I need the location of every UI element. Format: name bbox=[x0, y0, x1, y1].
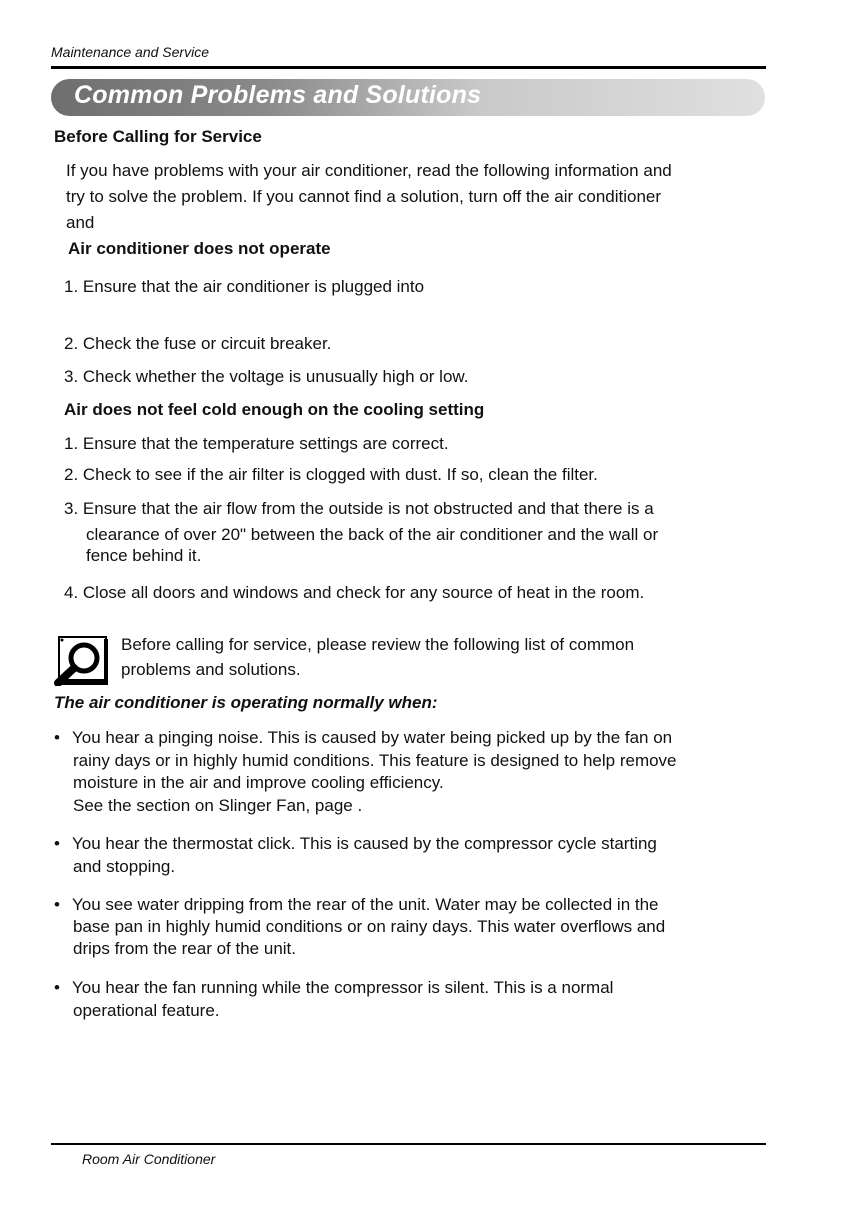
list-item: 1. Ensure that the air conditioner is plugged into bbox=[64, 277, 425, 296]
bullet-line: You hear a pinging noise. This is caused by water being picked up by the fan on bbox=[72, 728, 673, 747]
bullet-line: moisture in the air and improve cooling efficiency. bbox=[73, 773, 444, 792]
bullet-icon: • bbox=[54, 895, 60, 914]
list-item: 1. Ensure that the temperature settings are correct. bbox=[64, 434, 449, 453]
bullet-line: and stopping. bbox=[73, 857, 176, 876]
magnifier-icon bbox=[53, 636, 108, 686]
header-divider bbox=[51, 66, 766, 69]
list-item: 2. Check the fuse or circuit breaker. bbox=[64, 334, 332, 353]
intro-line: If you have problems with your air conditioner, read the following information and bbox=[66, 161, 672, 180]
bullet-line: base pan in highly humid conditions or on rainy days. This water overflows and bbox=[73, 917, 666, 936]
bullet-line: You see water dripping from the rear of the unit. Water may be collected in the bbox=[72, 895, 659, 914]
intro-line: try to solve the problem. If you cannot find a solution, turn off the air conditioner bbox=[66, 187, 662, 206]
list-item: 4. Close all doors and windows and check for any source of heat in the room. bbox=[64, 583, 645, 602]
bullet-line: rainy days or in highly humid conditions. This feature is designed to help remove bbox=[73, 751, 677, 770]
footer-label: Room Air Conditioner bbox=[82, 1151, 216, 1167]
normal-operation-heading: The air conditioner is operating normally when: bbox=[54, 693, 438, 712]
list-item: 3. Ensure that the air flow from the outside is not obstructed and that there is a bbox=[64, 499, 654, 518]
bullet-line: See the section on Slinger Fan, page . bbox=[73, 796, 363, 815]
footer-divider bbox=[51, 1143, 766, 1145]
list-item-continuation: fence behind it. bbox=[86, 546, 202, 565]
bullet-icon: • bbox=[54, 978, 60, 997]
bullet-icon: • bbox=[54, 728, 60, 747]
bullet-line: You hear the thermostat click. This is caused by the compressor cycle starting bbox=[72, 834, 657, 853]
bullet-line: You hear the fan running while the compressor is silent. This is a normal bbox=[72, 978, 614, 997]
header-label: Maintenance and Service bbox=[51, 44, 209, 60]
problem-heading: Air does not feel cold enough on the cooling setting bbox=[64, 400, 485, 419]
note-text bbox=[121, 632, 761, 682]
bullet-icon: • bbox=[54, 834, 60, 853]
bullet-line: operational feature. bbox=[73, 1001, 220, 1020]
bullet-line: drips from the rear of the unit. bbox=[73, 939, 296, 958]
list-item: 2. Check to see if the air filter is clogged with dust. If so, clean the filter. bbox=[64, 465, 598, 484]
problem-heading: Air conditioner does not operate bbox=[68, 239, 331, 258]
list-item: 3. Check whether the voltage is unusually high or low. bbox=[64, 367, 469, 386]
intro-line: and bbox=[66, 213, 95, 232]
list-item-continuation: clearance of over 20" between the back of the air conditioner and the wall or bbox=[86, 525, 659, 544]
page-title: Common Problems and Solutions bbox=[74, 81, 482, 109]
section-heading: Before Calling for Service bbox=[54, 127, 262, 146]
note-line: Before calling for service, please review the following list of common bbox=[121, 635, 635, 654]
note-line: problems and solutions. bbox=[121, 660, 301, 679]
